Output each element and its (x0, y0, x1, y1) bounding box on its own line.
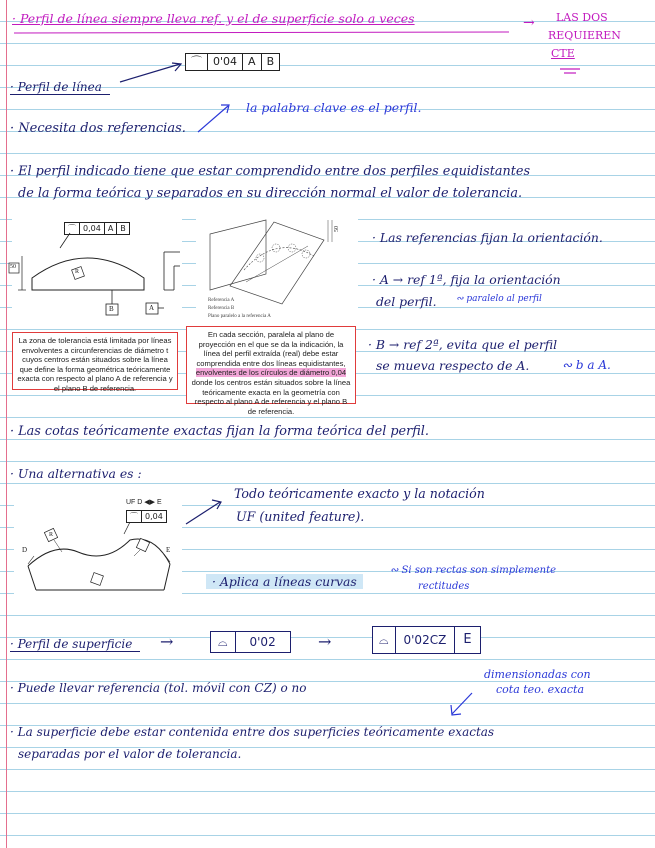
profile-surface-heading: · Perfil de superficie (10, 637, 140, 652)
drawing-dim-50: 50 (10, 264, 16, 270)
drawing-right (196, 212, 358, 324)
arrow-to-keyword (196, 100, 236, 134)
legend-ref-a: Referencia A (208, 298, 235, 303)
contained-line1: · La superficie debe estar contenida entre dos superficies teóricamente exactas (10, 725, 495, 739)
drawing-frame-value: 0,04 (80, 223, 105, 234)
arrow-to-frame (118, 60, 188, 85)
datum-b-label: B (109, 305, 114, 313)
caption-left: La zona de tolerancia está limitada por líneas envolventes a circunferencias de diámetro t cuyos centros están situados sobre la línea que define la forma geométrica teóricamente exacta con respecto al plano A de referencia y el plano B de referencia. (12, 332, 178, 390)
alt-explain-line1: Todo teóricamente exacto y la notación (234, 486, 485, 501)
surface-value-1: 0'02 (249, 635, 276, 649)
exact-dims-note: · Las cotas teóricamente exactas fijan la forma teórica del perfil. (10, 424, 429, 439)
dim-note-line2: cota teo. exacta (496, 683, 585, 696)
alt-label-e: E (166, 546, 171, 554)
ref-a-aside: ∾ paralelo al perfil (456, 294, 542, 304)
alt-uf-label: UF D ◀▶ E (126, 499, 162, 506)
orientation-note: · Las referencias fijan la orientación. (372, 230, 603, 245)
arrow-alt-explain (184, 496, 226, 526)
straight-note-line1: ∾ Si son rectas son simplemente (390, 565, 557, 576)
ref-b-aside: ∾ b a A. (562, 358, 611, 372)
title-note: · Perfil de línea siempre lleva ref. y el de superficie solo a veces (12, 11, 415, 26)
drawing-right-dim: 50 (334, 226, 340, 232)
surface-datum-e: E (463, 632, 472, 647)
alt-label-r: R (49, 532, 54, 538)
legend-ref-b: Referencia B (208, 306, 235, 311)
surface-symbol-1: ⌓ (211, 632, 236, 652)
alternative-heading: · Una alternativa es : (10, 466, 142, 481)
straight-note-line2: rectitudes (418, 581, 470, 592)
title-arrow: → (523, 15, 535, 31)
frame-datum-a: A (243, 54, 262, 70)
caption-right-after: donde los centros están situados sobre la línea teóricamente exacta en la geometría con respecto al plano A de referencia y el plano B de referencia. (191, 377, 351, 416)
surface-ref-note: · Puede llevar referencia (tol. móvil con CZ) o no (10, 681, 307, 695)
ref-b-note: · B → ref 2ª, evita que el perfil (368, 337, 558, 352)
alt-frame-value: 0,04 (145, 512, 163, 521)
caption-right-highlight: envolventes de los círculos de diámetro 0,04 (195, 368, 347, 378)
drawing-left (12, 218, 182, 326)
arrow-dim-note (446, 690, 476, 720)
side-note-line3: CTE (551, 47, 575, 60)
drawing-frame-symbol: ⌒ (65, 223, 80, 234)
dim-note-line1: dimensionadas con (484, 668, 591, 681)
surface-arrow-2: → (318, 632, 332, 651)
surface-frame-1 (210, 631, 291, 653)
curves-note: · Aplica a líneas curvas (206, 574, 363, 589)
drawing-frame-b: B (120, 224, 126, 233)
drawing-left-shapes (12, 218, 182, 326)
alt-explain-line2: UF (united feature). (236, 509, 365, 524)
surface-frame-2 (372, 626, 481, 654)
drawing-frame-a: A (105, 223, 117, 234)
side-note-line1: LAS DOS (556, 11, 608, 24)
need-refs-note: · Necesita dos referencias. (10, 121, 186, 136)
datum-a-label: A (149, 304, 155, 312)
profile-line-heading: · Perfil de línea (10, 80, 110, 95)
alt-shapes (14, 494, 182, 604)
legend-plane: Plano paralelo a la referencia A (208, 314, 271, 319)
profile-symbol: ⌒ (186, 54, 208, 70)
title-underline (14, 30, 514, 36)
surface-value-2: 0'02CZ (396, 627, 456, 653)
side-note-line2: REQUIEREN (548, 29, 621, 42)
contained-line2: separadas por el valor de tolerancia. (18, 747, 242, 761)
drawing-alternative (14, 494, 182, 604)
caption-right (186, 326, 356, 416)
frame-top (185, 53, 280, 71)
alt-frame-symbol: ⌒ (127, 511, 142, 522)
tolerance-zone-line2: de la forma teórica y separados en su dirección normal el valor de tolerancia. (18, 186, 523, 201)
surface-symbol-2: ⌓ (373, 627, 396, 653)
ref-b-note-cont: se mueva respecto de A. (376, 358, 530, 373)
keyword-note: la palabra clave es el perfil. (246, 100, 422, 115)
drawing-dim-r: R (75, 269, 80, 275)
surface-arrow: → (160, 632, 174, 651)
cte-double-underline (556, 66, 586, 78)
frame-datum-b: B (266, 55, 275, 68)
alt-label-d: D (22, 546, 28, 554)
ref-a-note: · A → ref 1ª, fija la orientación (372, 272, 561, 287)
tolerance-zone-line1: · El perfil indicado tiene que estar comprendido entre dos perfiles equidistantes (10, 164, 531, 179)
frame-value: 0'04 (208, 54, 243, 70)
ref-a-note-cont: del perfil. (376, 294, 437, 309)
caption-right-before: En cada sección, paralela al plano de proyección en el que se da la indicación, la línea del perfil extraída (real) debe estar comprendida entre dos líneas equidistantes, (196, 330, 346, 368)
